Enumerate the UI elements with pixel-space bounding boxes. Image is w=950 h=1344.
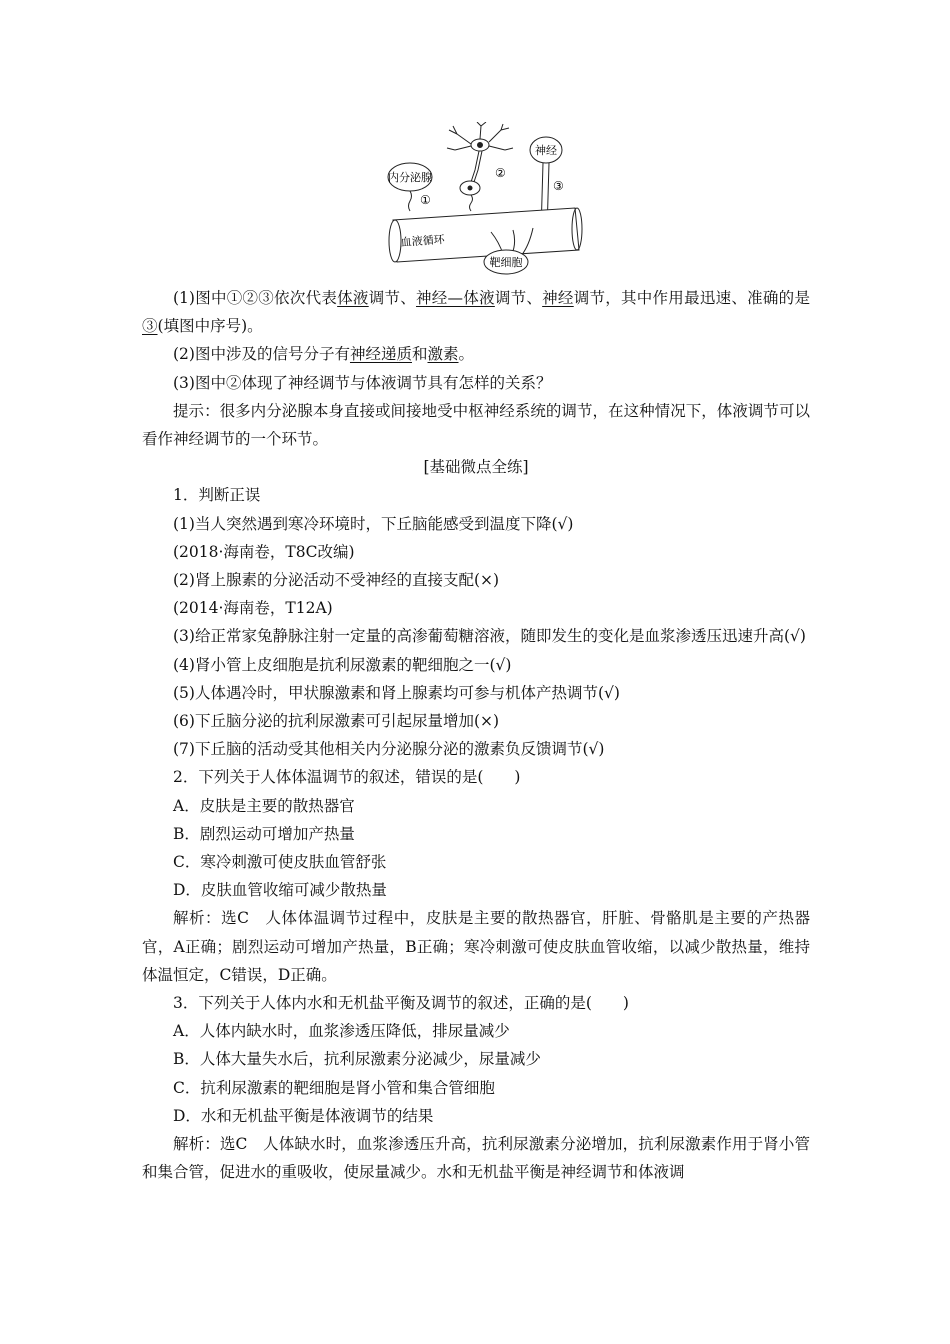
exercise-1-item: (5)人体遇冷时，甲状腺激素和肾上腺素均可参与机体产热调节(√): [173, 683, 620, 702]
section-title: [基础微点全练]: [423, 458, 529, 477]
endocrine-gland-label: 内分泌腺: [388, 171, 432, 184]
exercise-1-item: (2)肾上腺素的分泌活动不受神经的直接支配(×): [173, 571, 500, 590]
regulation-diagram: [383, 122, 583, 284]
diagram-num-2: ②: [495, 166, 506, 180]
document-text: [142, 284, 810, 1187]
hint-paragraph: 提示：很多内分泌腺本身直接或间接地受中枢神经系统的调节，在这种情况下，体液调节可以看作神经调节的一个环节。: [142, 401, 810, 449]
exercise-3-option: B．人体大量失水后，抗利尿激素分泌减少，尿量减少: [173, 1050, 541, 1069]
exercise-2-analysis: 解析：选C 人体体温调节过程中，皮肤是主要的散热器官，肝脏、骨骼肌是主要的产热器官，A正确；剧烈运动可增加产热量，B正确；寒冷刺激可使皮肤血管收缩，以减少散热量，维持体温恒定，C错误，D正确。: [142, 909, 810, 984]
exercise-1-item: (6)下丘脑分泌的抗利尿激素可引起尿量增加(×): [173, 712, 500, 731]
blood-circulation-label: 血液循环: [400, 232, 446, 249]
question-1: (1)图中①②③依次代表体液调节、神经—体液调节、神经调节，其中作用最迅速、准确的是③(填图中序号)。: [142, 289, 810, 336]
answer-blank: 激素: [427, 345, 459, 364]
target-cell: [484, 250, 528, 274]
answer-blank: 神经递质: [349, 345, 412, 364]
exercise-1-item: (1)当人突然遇到寒冷环境时，下丘脑能感受到温度下降(√): [173, 514, 574, 533]
exercise-1-item: (3)给正常家兔静脉注射一定量的高渗葡萄糖溶液，随即发生的变化是血浆渗透压迅速升高(√): [173, 627, 806, 646]
exercise-2-question: 2．下列关于人体体温调节的叙述，错误的是( ): [173, 768, 521, 787]
exercise-2-option: B．剧烈运动可增加产热量: [173, 824, 355, 843]
exercise-1-title: 1．判断正误: [173, 486, 261, 505]
answer-blank: ③: [142, 317, 158, 336]
exercise-1-item: (7)下丘脑的活动受其他相关内分泌腺分泌的激素负反馈调节(√): [173, 740, 605, 759]
exercise-3-analysis: 解析：选C 人体缺水时，血浆渗透压升高，抗利尿激素分泌增加，抗利尿激素作用于肾小管和集合管，促进水的重吸收，使尿量减少。水和无机盐平衡是神经调节和体液调: [142, 1135, 810, 1182]
exercise-1-source: (2014·海南卷，T12A): [173, 599, 333, 618]
answer-blank: 神经: [542, 289, 574, 307]
exercise-3-option: C．抗利尿激素的靶细胞是肾小管和集合管细胞: [173, 1078, 495, 1097]
question-3: (3)图中②体现了神经调节与体液调节具有怎样的关系？: [173, 373, 552, 392]
exercise-2-option: C．寒冷刺激可使皮肤血管舒张: [173, 853, 387, 872]
secretory-cell-icon: [460, 181, 480, 211]
exercise-2-option: D．皮肤血管收缩可减少散热量: [173, 881, 387, 900]
answer-blank: 体液: [337, 289, 369, 307]
nerve-label: 神经: [535, 144, 557, 157]
exercise-1-item: (4)肾小管上皮细胞是抗利尿激素的靶细胞之一(√): [173, 655, 512, 674]
exercise-3-option: D．水和无机盐平衡是体液调节的结果: [173, 1106, 434, 1125]
exercise-3-question: 3．下列关于人体内水和无机盐平衡及调节的叙述，正确的是( ): [173, 994, 629, 1013]
target-cell-label: 靶细胞: [489, 256, 523, 269]
exercise-1-source: (2018·海南卷，T8C改编): [173, 542, 355, 561]
exercise-2-option: A．皮肤是主要的散热器官: [173, 796, 355, 815]
question-2: (2)图中涉及的信号分子有神经递质和激素。: [173, 345, 475, 364]
exercise-3-option: A．人体内缺水时，血浆渗透压降低，排尿量减少: [173, 1022, 510, 1041]
diagram-num-1: ①: [420, 193, 431, 207]
diagram-num-3: ③: [553, 179, 564, 193]
answer-blank: 神经—体液: [416, 289, 495, 307]
